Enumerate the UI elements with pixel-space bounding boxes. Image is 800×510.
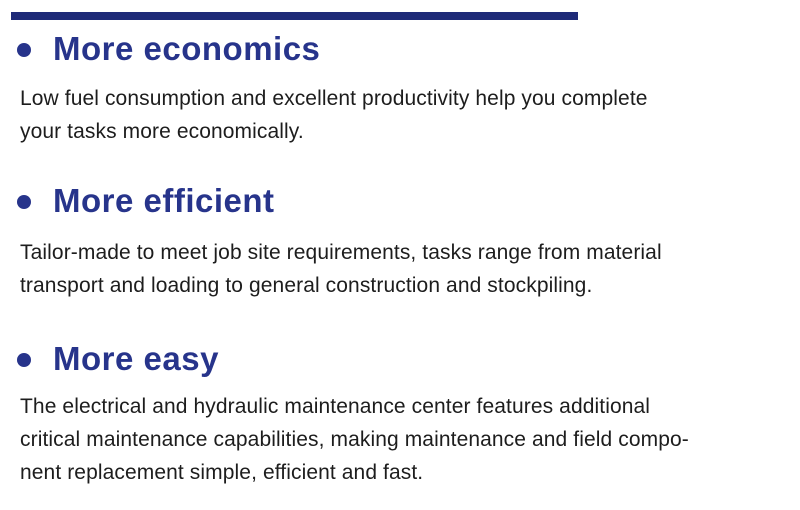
bullet-icon (17, 195, 31, 209)
body-text-line: your tasks more economically. (20, 120, 304, 143)
bullet-icon (17, 43, 31, 57)
section-heading-easy (17, 341, 219, 377)
title-divider-bar (11, 12, 578, 20)
body-text-line: nent replacement simple, efficient and fast. (20, 461, 424, 484)
section-body-economics (20, 82, 780, 148)
body-text-line: transport and loading to general construction and stockpiling. (20, 274, 593, 297)
section-title: More economics (53, 30, 321, 67)
body-text-line: Tailor-made to meet job site requirements, tasks range from material (20, 241, 662, 264)
section-title: More efficient (53, 182, 275, 219)
body-text-line: The electrical and hydraulic maintenance center features additional (20, 395, 651, 418)
section-heading-efficient (17, 183, 275, 219)
section-body-easy (20, 390, 780, 489)
section-body-efficient (20, 236, 780, 302)
bullet-icon (17, 353, 31, 367)
body-text-line: Low fuel consumption and excellent productivity help you complete (20, 87, 648, 110)
section-title: More easy (53, 340, 219, 377)
body-text-line: critical maintenance capabilities, making maintenance and field compo- (20, 428, 689, 451)
section-heading-economics (17, 31, 320, 67)
